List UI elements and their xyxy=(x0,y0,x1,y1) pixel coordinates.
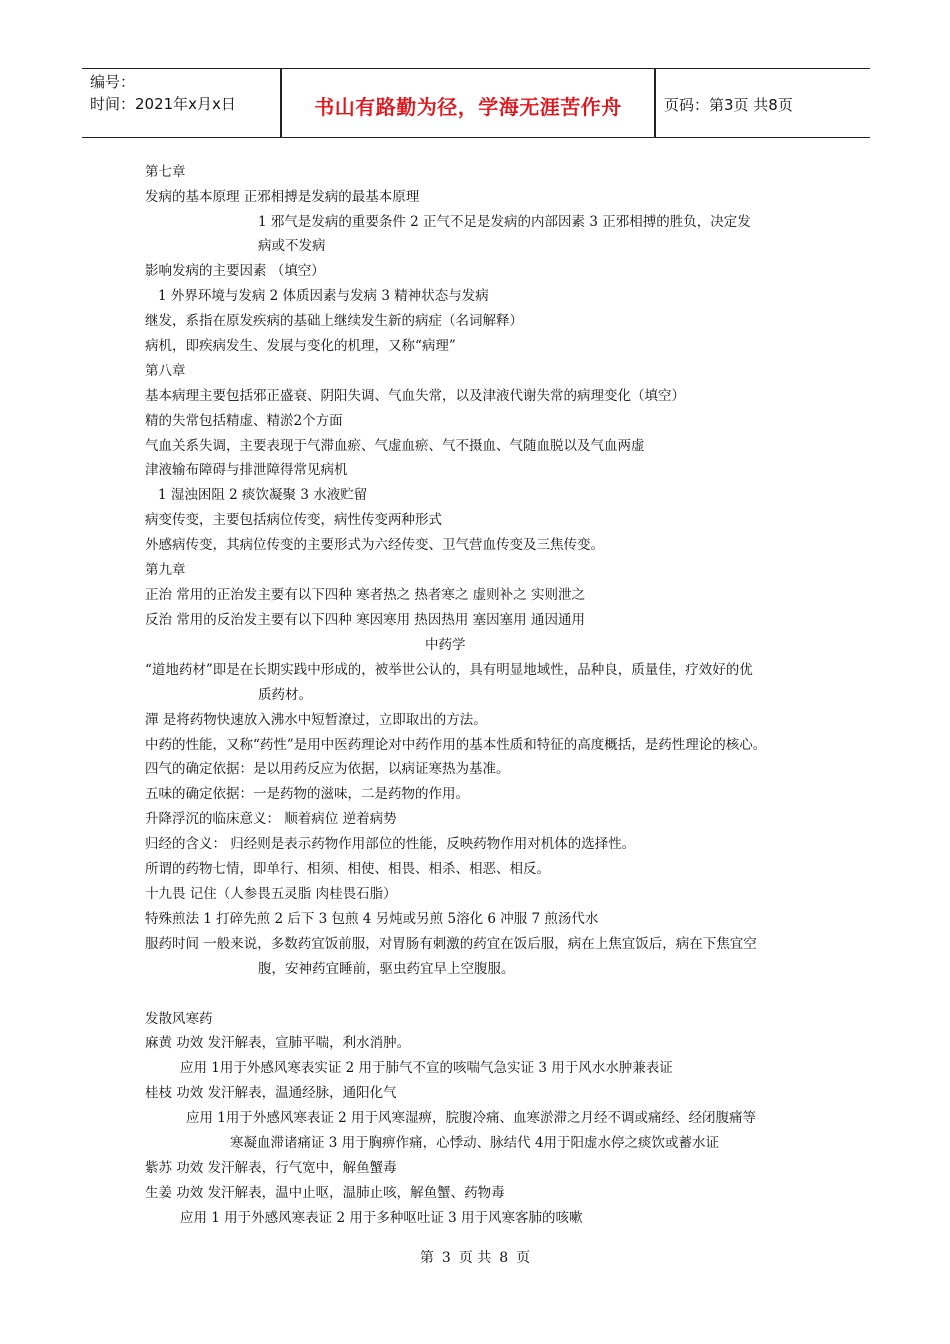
text-line: 病机，即疾病发生、发展与变化的机理，又称“病理” xyxy=(145,338,456,354)
text-line: 应用 1用于外感风寒表实证 2 用于肺气不宣的咳喘气急实证 3 用于风水水肿兼表证 xyxy=(180,1060,673,1076)
header-divider xyxy=(654,69,656,137)
text-line: 正治 常用的正治发主要有以下四种 寒者热之 热者寒之 虚则补之 实则泄之 xyxy=(145,587,585,603)
text-line: 腹，安神药宜睡前，驱虫药宜早上空腹服。 xyxy=(258,961,515,977)
text-line: 寒凝血滞诸痛证 3 用于胸痹作痛，心悸动、脉结代 4用于阳虚水停之痰饮或蓄水证 xyxy=(230,1135,720,1151)
footer-page-total: 8 xyxy=(499,1250,509,1266)
text-line: 病变传变，主要包括病位传变，病性传变两种形式 xyxy=(145,512,442,528)
text-line: 服药时间 一般来说，多数药宜饭前服，对胃肠有刺激的药宜在饭后服，病在上焦宜饭后，病在下焦宜空 xyxy=(145,936,757,952)
text-line: 外感病传变，其病位传变的主要形式为六经传变、卫气营血传变及三焦传变。 xyxy=(145,537,604,553)
text-line: 十九畏 记住（人参畏五灵脂 肉桂畏石脂） xyxy=(145,886,397,902)
header-page-label: 页码：第3页 共8页 xyxy=(664,96,793,114)
doc-number-label: 编号： xyxy=(90,73,136,91)
text-line: 五味的确定依据：一是药物的滋味，二是药物的作用。 xyxy=(145,786,469,802)
footer-page-number: 3 xyxy=(441,1250,451,1266)
section-heading: 中药学 xyxy=(425,637,466,653)
text-line: 潬 是将药物快速放入沸水中短暂潦过，立即取出的方法。 xyxy=(145,712,487,728)
text-line: 1 湿浊困阻 2 痰饮凝聚 3 水液贮留 xyxy=(158,487,368,503)
text-line: 病或不发病 xyxy=(258,238,326,254)
text-line: 升降浮沉的临床意义： 顺着病位 逆着病势 xyxy=(145,811,397,827)
page-footer xyxy=(0,1247,950,1267)
text-line: 生姜 功效 发汗解表，温中止呕，温肺止咳，解鱼蟹、药物毒 xyxy=(145,1185,505,1201)
text-line: “道地药材”即是在长期实践中形成的，被举世公认的，具有明显地域性，品种良，质量佳，疗效好的优 xyxy=(145,662,753,678)
text-line: 桂枝 功效 发汗解表，温通经脉，通阳化气 xyxy=(145,1085,397,1101)
text-line: 影响发病的主要因素 （填空） xyxy=(145,263,325,279)
text-line: 中药的性能，又称“药性”是用中医药理论对中药作用的基本性质和特征的高度概括，是药性理论的核心。 xyxy=(145,737,767,753)
text-line: 所谓的药物七情，即单行、相须、相使、相畏、相杀、相恶、相反。 xyxy=(145,861,550,877)
text-line: 质药材。 xyxy=(258,687,312,703)
text-line: 津液输布障碍与排泄障得常见病机 xyxy=(145,462,348,478)
text-line: 精的失常包括精虚、精淤2个方面 xyxy=(145,413,343,429)
header-left xyxy=(90,71,236,115)
section-heading: 发散风寒药 xyxy=(145,1011,213,1027)
doc-time-label: 时间：2021年x月x日 xyxy=(90,95,236,113)
text-line: 归经的含义： 归经则是表示药物作用部位的性能，反映药物作用对机体的选择性。 xyxy=(145,836,636,852)
text-line: 基本病理主要包括邪正盛衰、阴阳失调、气血失常，以及津液代谢失常的病理变化（填空） xyxy=(145,388,685,404)
text-line: 1 外界环境与发病 2 体质因素与发病 3 精神状态与发病 xyxy=(158,288,489,304)
footer-page-prefix: 第 xyxy=(419,1250,434,1266)
footer-page-suffix: 页 xyxy=(516,1250,531,1266)
text-line: 反治 常用的反治发主要有以下四种 寒因寒用 热因热用 塞因塞用 通因通用 xyxy=(145,612,585,628)
text-line: 继发，系指在原发疾病的基础上继续发生新的病症（名词解释） xyxy=(145,313,523,329)
page-header xyxy=(82,68,870,138)
header-motto: 书山有路勤为径，学海无涯苦作舟 xyxy=(314,95,622,119)
text-line: 紫苏 功效 发汗解表，行气宽中，解鱼蟹毒 xyxy=(145,1160,397,1176)
text-line: 特殊煎法 1 打碎先煎 2 后下 3 包煎 4 另炖或另煎 5溶化 6 冲服 7 煎汤代水 xyxy=(145,911,599,927)
text-line: 麻黄 功效 发汗解表，宣肺平喘，利水消肿。 xyxy=(145,1035,411,1051)
text-line: 四气的确定依据：是以用药反应为依据，以病证寒热为基准。 xyxy=(145,761,510,777)
footer-page-mid: 页 共 xyxy=(458,1250,492,1266)
text-line: 应用 1用于外感风寒表证 2 用于风寒湿痹，脘腹冷痛、血寒淤滞之月经不调或痛经、经闭腹痛等 xyxy=(186,1110,757,1126)
text-line: 气血关系失调，主要表现于气滞血瘀、气虚血瘀、气不摄血、气随血脱以及气血两虚 xyxy=(145,438,645,454)
text-line: 发病的基本原理 正邪相搏是发病的最基本原理 xyxy=(145,189,420,205)
text-line: 1 邪气是发病的重要条件 2 正气不足是发病的内部因素 3 正邪相搏的胜负，决定发 xyxy=(258,214,751,230)
chapter-heading: 第八章 xyxy=(145,363,186,379)
chapter-heading: 第七章 xyxy=(145,164,186,180)
chapter-heading: 第九章 xyxy=(145,562,186,578)
text-line: 应用 1 用于外感风寒表证 2 用于多种呕吐证 3 用于风寒客肺的咳嗽 xyxy=(180,1210,583,1226)
